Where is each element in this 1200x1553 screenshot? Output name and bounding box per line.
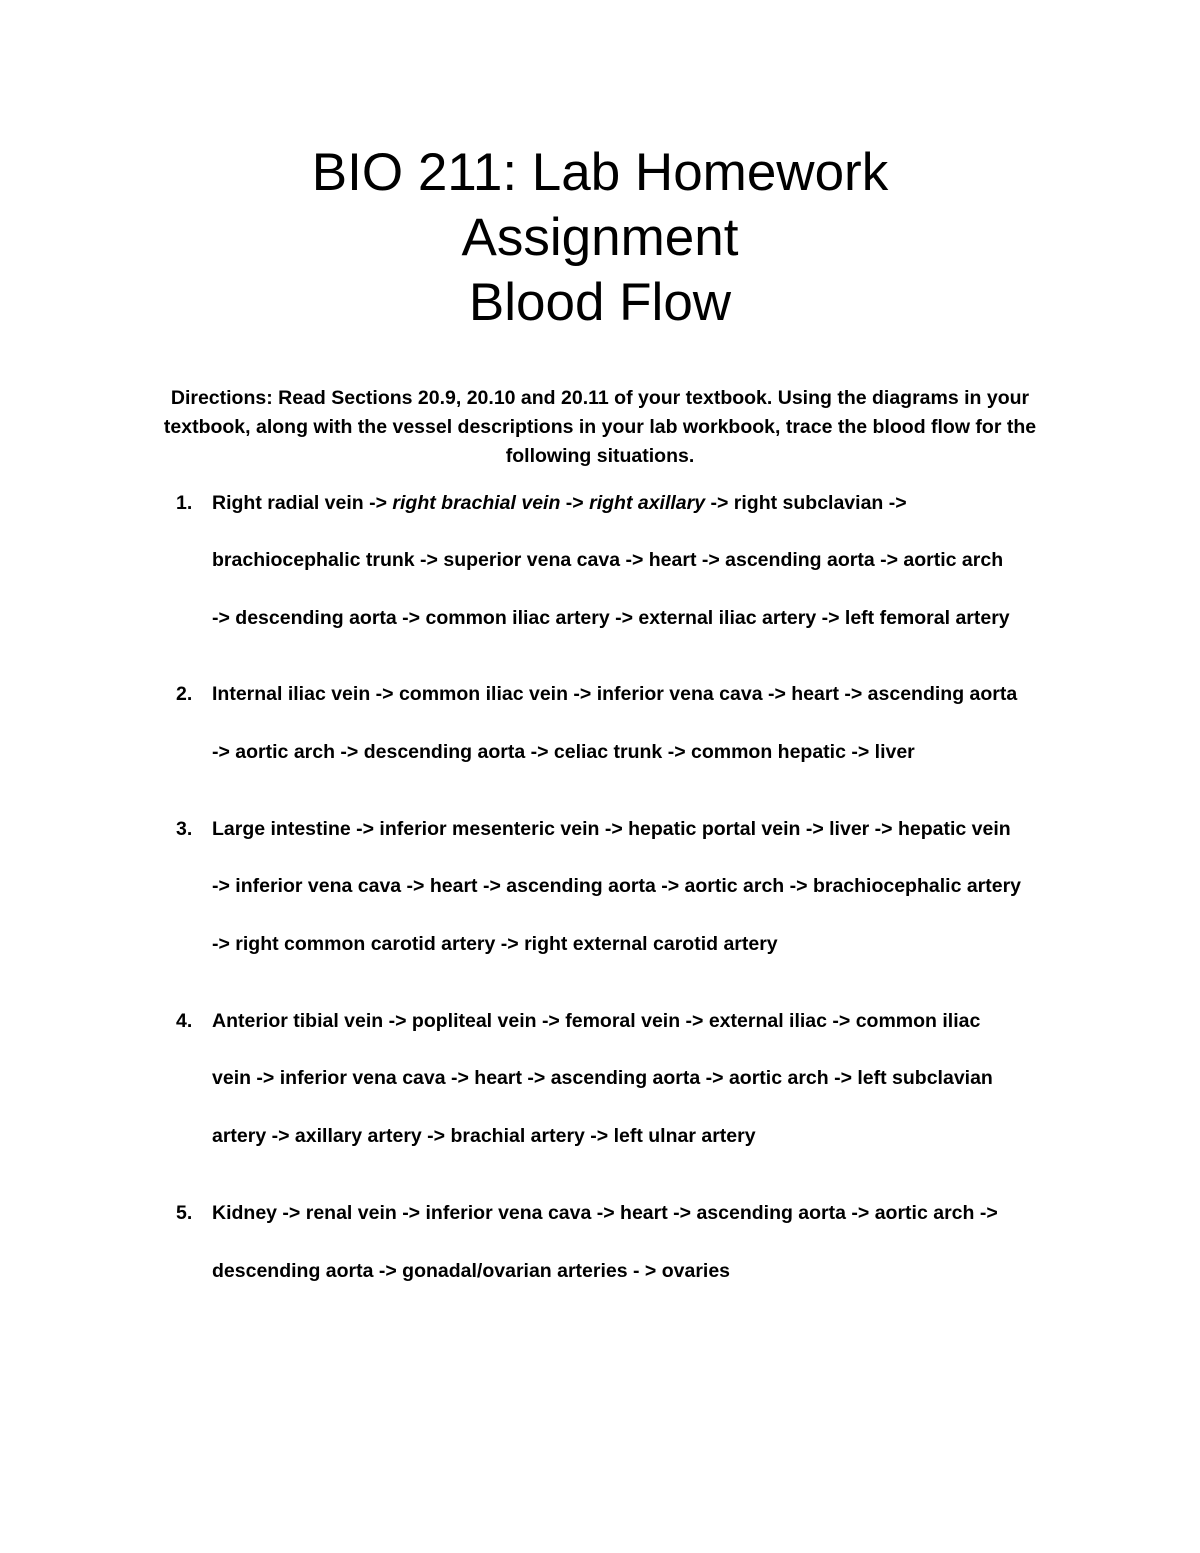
list-item-number: 1. — [176, 492, 193, 514]
list-item-line: vein -> inferior vena cava -> heart -> ascending aorta -> aortic arch -> left subclavian — [212, 1067, 993, 1089]
list-item-line: descending aorta -> gonadal/ovarian arteries - > ovaries — [212, 1260, 731, 1282]
list-item-line: -> aortic arch -> descending aorta -> celiac trunk -> common hepatic -> liver — [212, 741, 915, 763]
text-run: Right radial vein -> — [212, 492, 393, 514]
list-item-line: artery -> axillary artery -> brachial artery -> left ulnar artery — [212, 1125, 756, 1147]
list-item-line: Anterior tibial vein -> popliteal vein -> femoral vein -> external iliac -> common iliac — [212, 1010, 981, 1032]
list-item-line: Large intestine -> inferior mesenteric vein -> hepatic portal vein -> liver -> hepatic vein — [212, 818, 1011, 840]
title-line-topic: Blood Flow — [468, 273, 732, 332]
list-item-line: Kidney -> renal vein -> inferior vena cava -> heart -> ascending aorta -> aortic arch -> — [212, 1202, 998, 1224]
list-item-line: -> right common carotid artery -> right external carotid artery — [212, 933, 778, 955]
list-item-line: Internal iliac vein -> common iliac vein -> inferior vena cava -> heart -> ascending aorta — [212, 683, 1018, 705]
list-item-line: brachiocephalic trunk -> superior vena cava -> heart -> ascending aorta -> aortic arch — [212, 549, 1004, 571]
list-item-line: -> inferior vena cava -> heart -> ascending aorta -> aortic arch -> brachiocephalic artery — [212, 875, 1022, 897]
list-item-line — [212, 492, 907, 515]
text-run: -> right subclavian -> — [705, 492, 907, 514]
list-item-number: 3. — [176, 818, 193, 840]
italic-text-run: right brachial vein — [392, 492, 561, 514]
list-item-number: 5. — [176, 1202, 193, 1224]
list-item-line: -> descending aorta -> common iliac artery -> external iliac artery -> left femoral artery — [212, 607, 1010, 629]
document-title — [0, 140, 1200, 335]
title-line-course: BIO 211: Lab Homework — [311, 143, 889, 202]
italic-text-run: right axillary — [589, 492, 706, 514]
title-line-assignment: Assignment — [461, 208, 739, 267]
list-item-number: 4. — [176, 1010, 193, 1032]
text-run: -> — [560, 492, 590, 514]
list-item-number: 2. — [176, 683, 193, 705]
directions-paragraph: Directions: Read Sections 20.9, 20.10 and 20.11 of your textbook. Using the diagrams in your textbook, along with the vessel descriptions in your lab workbook, trace the blood flow for the following situations. — [163, 387, 1037, 467]
